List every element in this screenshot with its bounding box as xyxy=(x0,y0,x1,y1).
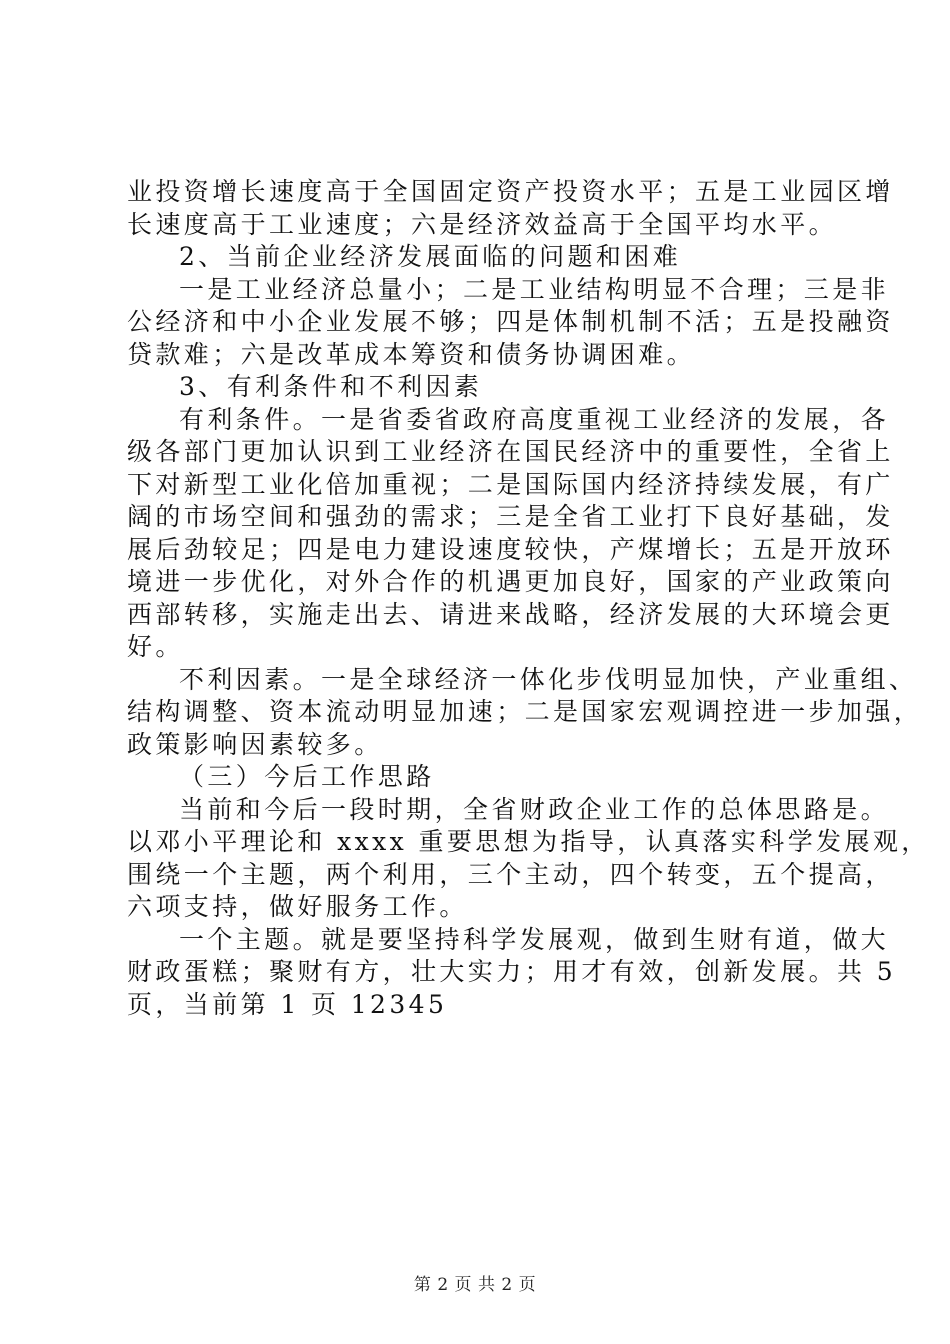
text-line: 好。 xyxy=(127,632,184,661)
text-line: 级各部门更加认识到工业经济在国民经济中的重要性，全省上 xyxy=(127,437,894,466)
text-line: 不利因素。一是全球经济一体化步伐明显加快，产业重组、 xyxy=(179,664,918,694)
text-line: 六项支持，做好服务工作。 xyxy=(127,892,468,921)
document-body xyxy=(127,176,930,1021)
text-line: 境进一步优化，对外合作的机遇更加良好，国家的产业政策向 xyxy=(127,567,894,596)
section-heading: 2、当前企业经济发展面临的问题和困难 xyxy=(179,242,682,271)
text-line: 长速度高于工业速度；六是经济效益高于全国平均水平。 xyxy=(127,209,838,239)
text-line: 一个主题。就是要坚持科学发展观，做到生财有道，做大 xyxy=(179,924,890,954)
text-line: 业投资增长速度高于全国固定资产投资水平；五是工业园区增 xyxy=(127,177,894,206)
text-line: 公经济和中小企业发展不够；四是体制机制不活；五是投融资 xyxy=(127,307,894,336)
page-footer: 第 2 页 共 2 页 xyxy=(413,1275,537,1295)
section-heading: （三）今后工作思路 xyxy=(179,762,435,791)
text-line: 围绕一个主题，两个利用，三个主动，四个转变，五个提高， xyxy=(127,859,894,889)
text-line: 下对新型工业化倍加重视；二是国际国内经济持续发展，有广 xyxy=(127,469,894,499)
text-line: 页，当前第 1 页 12345 xyxy=(127,989,448,1019)
text-line: 结构调整、资本流动明显加速；二是国家宏观调控进一步加强， xyxy=(127,697,923,726)
text-line: 一是工业经济总量小；二是工业结构明显不合理；三是非 xyxy=(179,274,890,304)
text-line: 当前和今后一段时期，全省财政企业工作的总体思路是。 xyxy=(179,794,890,824)
text-line: 有利条件。一是省委省政府高度重视工业经济的发展，各 xyxy=(179,404,890,434)
section-heading: 3、有利条件和不利因素 xyxy=(179,372,483,401)
text-line: 西部转移，实施走出去、请进来战略，经济发展的大环境会更 xyxy=(127,599,894,629)
text-line: 以邓小平理论和 xxxx 重要思想为指导，认真落实科学发展观， xyxy=(127,827,930,856)
text-line: 财政蛋糕；聚财有方，壮大实力；用才有效，创新发展。共 5 xyxy=(127,957,897,986)
text-line: 政策影响因素较多。 xyxy=(127,729,383,759)
text-line: 展后劲较足；四是电力建设速度较快，产煤增长；五是开放环 xyxy=(127,534,894,564)
text-line: 贷款难；六是改革成本筹资和债务协调困难。 xyxy=(127,339,696,369)
text-line: 阔的市场空间和强劲的需求；三是全省工业打下良好基础，发 xyxy=(127,502,894,531)
